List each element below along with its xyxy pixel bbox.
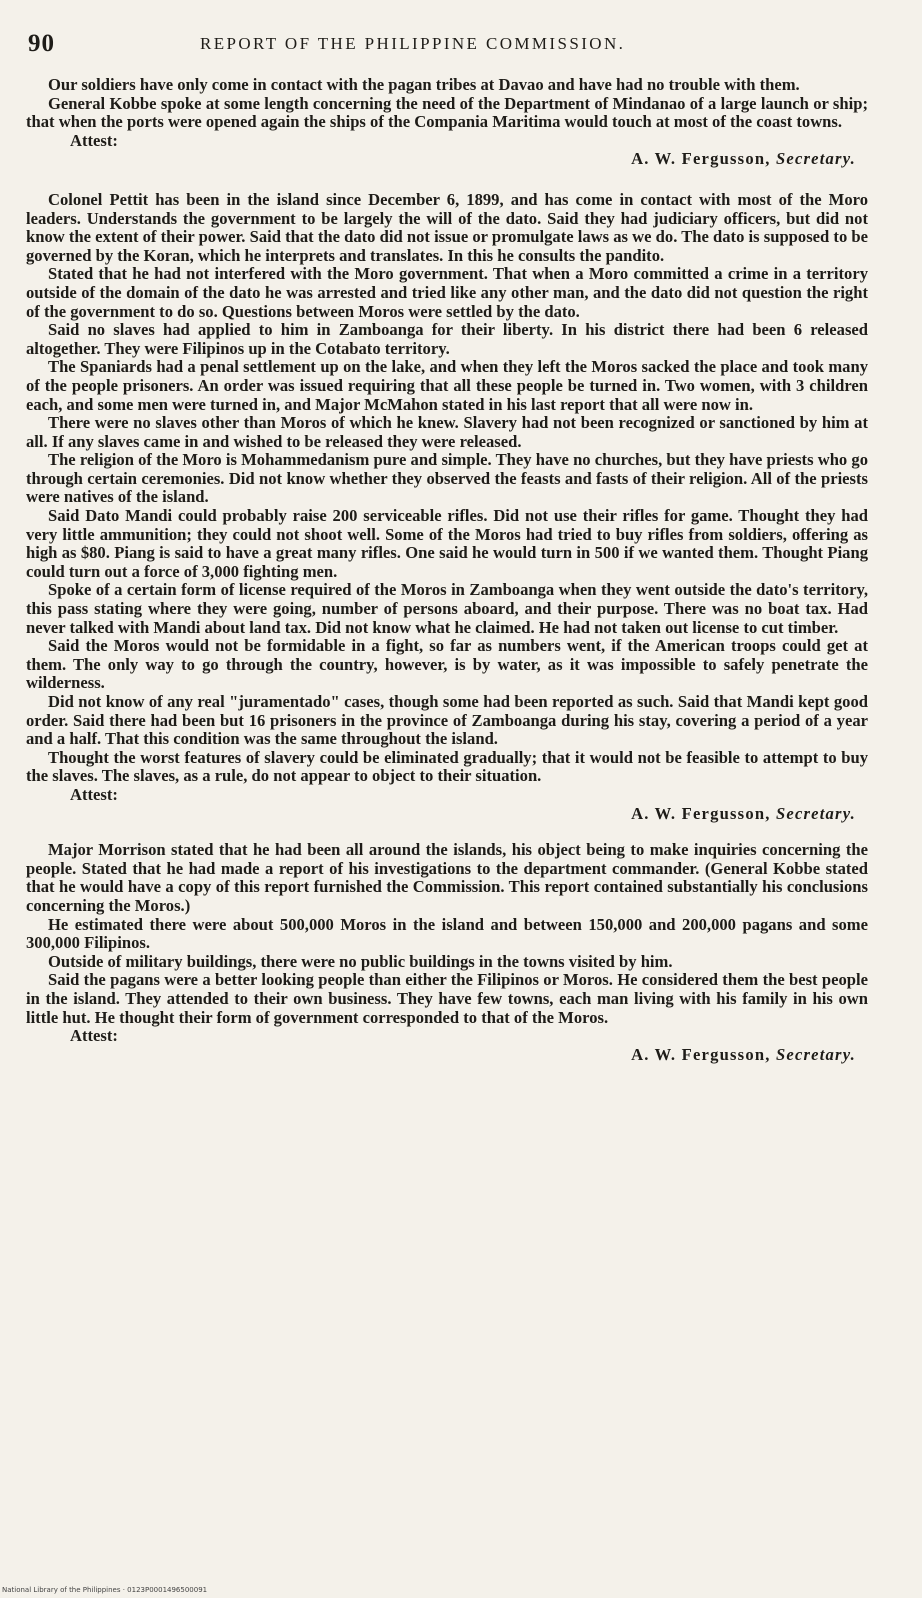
paragraph: Colonel Pettit has been in the island since December 6, 1899, and has come in contact with most of the Moro leaders. Understands the government to be largely the will of the dato. Said they had judiciary officers, but did not know the extent of their power. Said that the dato did not issue or promulgate laws as we do. The dato is supposed to be governed by the Koran, which he interprets and translates. In this he consults the pandito. [26, 189, 868, 265]
paragraph: The Spaniards had a penal settlement up on the lake, and when they left the Moros sacked the place and took many of the people prisoners. An order was issued requiring that all these people be turned in. Two women, with 3 children each, and some men were turned in, and Major McMahon stated in his last report that all were now in. [26, 357, 868, 414]
attest-label: Attest: [70, 784, 118, 804]
signature-name: A. W. Fergusson, [631, 803, 771, 823]
paragraph: Said the Moros would not be formidable in a fight, so far as numbers went, if the American troops could get at them. The only way to go through the country, however, is by water, as it was impossible to safely penetrate the wilderness. [26, 636, 868, 693]
paragraph: Stated that he had not interfered with the Moro government. That when a Moro committed a crime in a territory outside of the domain of the dato he was arrested and tried like any other man, and the dato did not question the right of the government to do so. Questions between Moros were settled by the dato. [26, 264, 868, 321]
paragraph: Did not know of any real "juramentado" cases, though some had been reported as such. Said that Mandi kept good order. Said there had been but 16 prisoners in the province of Zamboanga during his stay, covering a period of a year and a half. That this condition was the same throughout the island. [26, 692, 868, 749]
attest-label: Attest: [70, 130, 118, 150]
paragraph: General Kobbe spoke at some length concerning the need of the Department of Mindanao of a large launch or ship; that when the ports were opened again the ships of the Compania Maritima would touch at most of the coast towns. [26, 93, 868, 132]
section-spacer [26, 823, 868, 841]
signature-name: A. W. Fergusson, [631, 1044, 771, 1064]
running-title: REPORT OF THE PHILIPPINE COMMISSION. [200, 34, 626, 53]
signature [26, 150, 868, 169]
signature-title: Secretary. [775, 1044, 856, 1064]
body-text [26, 76, 868, 1064]
paragraph: Said the pagans were a better looking people than either the Filipinos or Moros. He considered them the best people in the island. They attended to their own business. They have few towns, each man living with his family in his own little hut. He thought their form of government corresponded to that of the Moros. [26, 970, 868, 1027]
paragraph: Major Morrison stated that he had been all around the islands, his object being to make inquiries concerning the people. Stated that he had made a report of his investigations to the department commander. (General Kobbe stated that he would have a copy of this report furnished the Commission. This report contained substantially his conclusions concerning the Moros.) [26, 840, 868, 915]
paragraph: Outside of military buildings, there were no public buildings in the towns visited by him. [48, 951, 673, 971]
signature [26, 1046, 868, 1065]
scan-credit: National Library of the Philippines · 0123P0001496500091 [2, 1586, 208, 1594]
paragraph: Said no slaves had applied to him in Zamboanga for their liberty. In his district there had been 6 released altogether. They were Filipinos up in the Cotabato territory. [26, 320, 868, 358]
section-spacer [26, 169, 868, 191]
signature-name: A. W. Fergusson, [631, 149, 771, 169]
signature [26, 805, 868, 824]
paragraph: The religion of the Moro is Mohammedanism pure and simple. They have no churches, but they have priests who go through certain ceremonies. Did not know whether they observed the feasts and fasts of their religion. All of the priests were natives of the island. [26, 450, 868, 507]
page-header [22, 30, 882, 60]
paragraph: Our soldiers have only come in contact with the pagan tribes at Davao and have had no trouble with them. [48, 75, 800, 94]
paragraph: Said Dato Mandi could probably raise 200 serviceable rifles. Did not use their rifles for game. Thought they had very little ammunition; they could not shoot well. Some of the Moros had tried to buy rifles from soldiers, offering as high as $80. Piang is said to have a great many rifles. One said he would turn in 500 if we wanted them. Thought Piang could turn out a force of 3,000 fighting men. [26, 506, 868, 581]
paragraph: Thought the worst features of slavery could be eliminated gradually; that it would not be feasible to attempt to buy the slaves. The slaves, as a rule, do not appear to object to their situation. [26, 747, 868, 786]
attest-label: Attest: [70, 1026, 118, 1046]
paragraph: There were no slaves other than Moros of which he knew. Slavery had not been recognized or sanctioned by him at all. If any slaves came in and wished to be released they were released. [26, 413, 868, 451]
paragraph: He estimated there were about 500,000 Moros in the island and between 150,000 and 200,000 pagans and some 300,000 Filipinos. [26, 914, 868, 953]
page-number: 90 [28, 30, 55, 57]
signature-title: Secretary. [775, 803, 856, 823]
signature-title: Secretary. [775, 149, 856, 169]
paragraph: Spoke of a certain form of license required of the Moros in Zamboanga when they went outside the dato's territory, this pass stating where they were going, number of persons aboard, and their purpose. There was no boat tax. Had never talked with Mandi about land tax. Did not know what he claimed. He had not taken out license to cut timber. [26, 580, 868, 637]
